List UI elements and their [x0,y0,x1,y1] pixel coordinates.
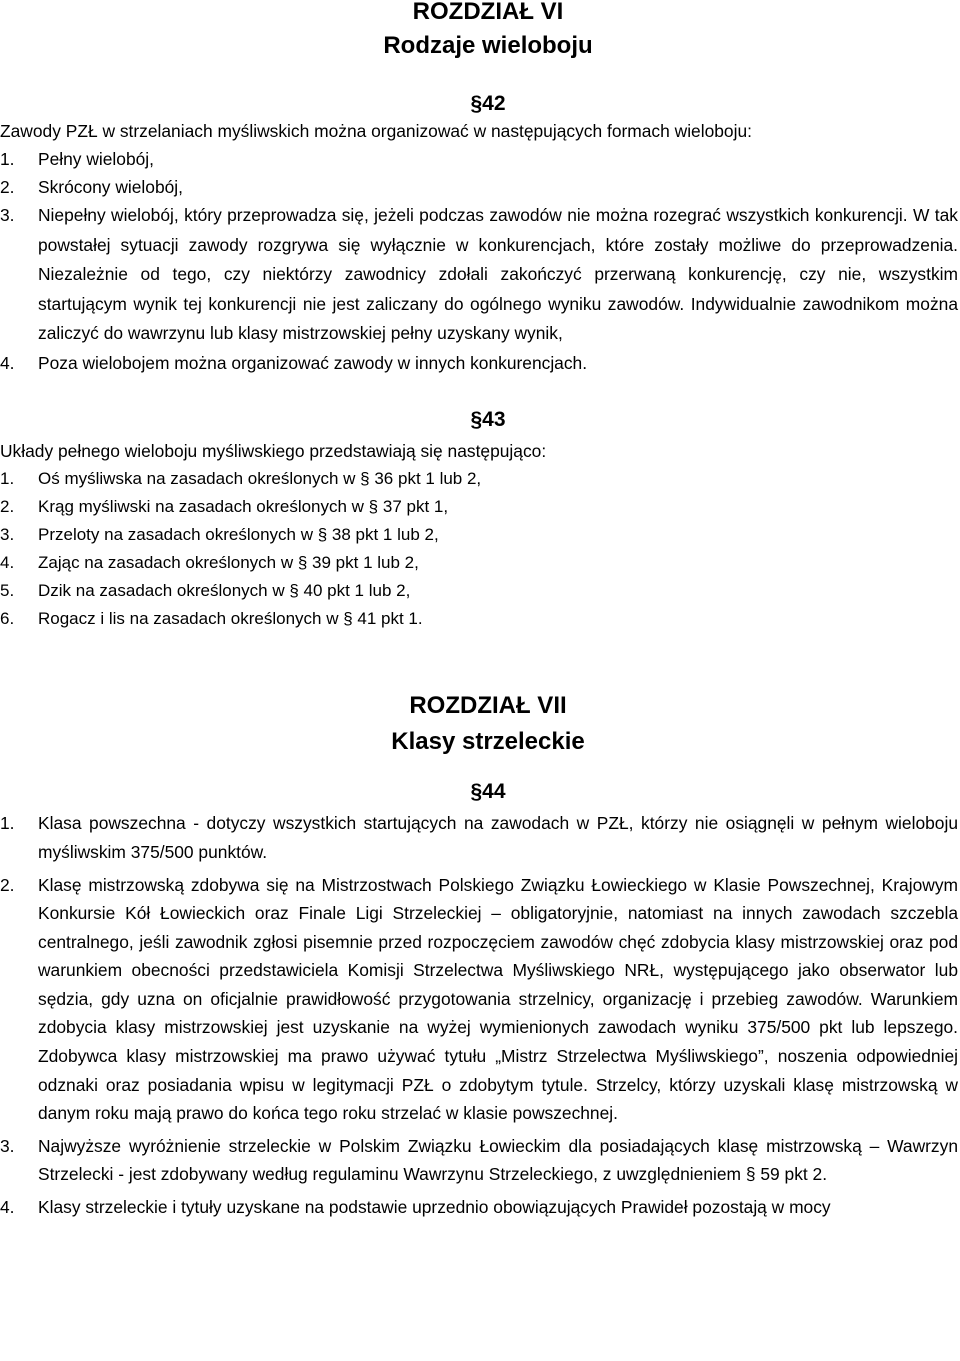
item-text: Oś myśliwska na zasadach określonych w § 36 pkt 1 lub 2, [38,468,482,488]
item-text: Poza wielobojem można organizować zawody w innych konkurencjach. [38,352,588,373]
chapter-7-heading: ROZDZIAŁ VII [409,691,567,719]
item-text: Najwyższe wyróżnienie strzeleckie w Polskim Związku Łowieckim dla posiadających klasę mistrzowską – Wawrzyn Strzelecki - jest zdobywany według regulaminu Wawrzynu Strzeleckiego, z uwzględnieniem § 59 pkt 2. [38,1135,958,1185]
list-item [0,549,958,577]
item-text: Przeloty na zasadach określonych w § 38 pkt 1 lub 2, [38,524,439,544]
item-number: 1. [0,149,15,169]
section-44-list [0,809,958,1222]
item-text: Klasę mistrzowską zdobywa się na Mistrzostwach Polskiego Związku Łowieckiego w Klasie Powszechnej, Krajowym Konkursie Kół Łowieckich oraz Finale Ligi Strzeleckiej – obligatoryjnie, natomiast na innych zawodach szczebla centralnego, jeśli zawodnik zgłosi pisemnie przed rozpoczęciem zawodów chęć zdobycia klasy mistrzowskiej oraz pod warunkiem obecności przedstawiciela Komisji Strzelectwa Myśliwskiego NRŁ, występującego jako obserwator lub sędzia, gdy uzna on oficjalnie prawidłowość przygotowania strzelnicy, organizację i przebieg zawodów. Warunkiem zdobycia klasy mistrzowskiej jest uzyskanie na wyżej wymienionych zawodach wyniku 375/500 pkt lub lepszego. Zdobywca klasy mistrzowskiej ma prawo używać tytułu „Mistrz Strzelectwa Myśliwskiego”, noszenia odpowiedniej odznaki oraz posiadania wpisu w legitymacji PZŁ o zdobytym tytule. Strzelcy, którzy uzyskali klasę mistrzowską w danym roku mają prawo do końca tego roku strzelać w klasie powszechnej. [38,874,958,1124]
item-number: 3. [0,524,15,544]
section-42-list [0,145,958,377]
item-number: 4. [0,352,15,373]
item-number: 3. [0,205,15,225]
item-number: 2. [0,874,15,895]
list-item [0,809,958,867]
list-item [0,201,958,349]
item-text: Klasy strzeleckie i tytuły uzyskane na podstawie uprzednio obowiązujących Prawideł pozostają w mocy [38,1197,831,1218]
list-item [0,1132,958,1189]
list-item [0,465,958,493]
item-number: 2. [0,496,15,516]
item-text: Zając na zasadach określonych w § 39 pkt 1 lub 2, [38,552,419,572]
list-item [0,173,958,201]
list-item [0,349,958,377]
section-44-number: §44 [470,779,506,803]
section-42-intro: Zawody PZŁ w strzelaniach myśliwskich można organizować w następujących formach wieloboju: [0,121,752,141]
list-item [0,1193,958,1222]
item-number: 4. [0,1197,15,1218]
section-43-number: §43 [470,407,506,431]
section-43-intro: Układy pełnego wieloboju myśliwskiego przedstawiają się następująco: [0,440,547,461]
section-42-number: §42 [470,92,506,115]
item-number: 2. [0,177,15,197]
item-number: 5. [0,580,15,600]
chapter-6-heading: ROZDZIAŁ VI [412,0,564,25]
item-number: 6. [0,608,15,628]
item-number: 4. [0,552,15,572]
item-number: 1. [0,468,15,488]
chapter-6-subheading: Rodzaje wieloboju [383,32,593,59]
list-item [0,871,958,1128]
list-item [0,577,958,605]
list-item [0,605,958,633]
item-number: 1. [0,812,15,833]
list-item [0,493,958,521]
item-number: 3. [0,1135,15,1156]
section-43-list [0,465,958,633]
chapter-7-subheading: Klasy strzeleckie [391,727,585,755]
item-text: Pełny wielobój, [38,149,155,169]
item-text: Dzik na zasadach określonych w § 40 pkt 1 lub 2, [38,580,411,600]
item-text: Klasa powszechna - dotyczy wszystkich startujących na zawodach w PZŁ, którzy nie osiągnęli w pełnym wieloboju myśliwskim 375/500 punktów. [38,812,958,862]
item-text: Krąg myśliwski na zasadach określonych w § 37 pkt 1, [38,496,449,516]
item-text: Skrócony wielobój, [38,177,183,197]
item-text: Rogacz i lis na zasadach określonych w § 41 pkt 1. [38,608,423,628]
list-item [0,145,958,173]
item-text: Niepełny wielobój, który przeprowadza się, jeżeli podczas zawodów nie można rozegrać wszystkich konkurencji. W tak powstałej sytuacji zawody rozgrywa się wyłącznie w konkurencjach, które zostały możliwe do przeprowadzenia. Niezależnie od tego, czy niektórzy zawodnicy zdołali zakończyć przerwaną konkurencję, czy nie, wszystkim startującym wynik tej konkurencji nie jest zaliczany do ogólnego wyniku zawodów. Indywidualnie zawodnikom można zaliczyć do wawrzynu lub klasy mistrzowskiej pełny uzyskany wynik, [38,205,958,343]
list-item [0,521,958,549]
